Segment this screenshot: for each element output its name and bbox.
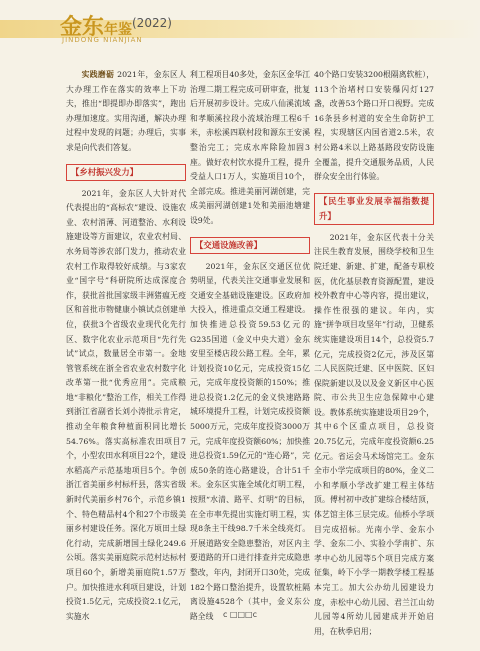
section-heading: 【交通设施改善】 <box>190 237 310 254</box>
paragraph <box>66 68 186 156</box>
brand-name: 金东 <box>60 15 105 40</box>
inline-heading: 实践磨砺 <box>81 70 115 79</box>
paragraph: 2021年，金东区代表十分关注民生教育发展，围绕学校和卫生院迁建、新建、扩建，配备专职校医，优化基层教育资源配置，建设校外教育中心等内容，提出建议，操作性很强的建议。年内，实施“拼争项目攻坚年”行动，卫健系统实施建设项目14个，总投资5.7亿元，完成投资2亿元，涉及区第二人民医院迁建、区中医院、区妇保院新建以及以及金义新区中心医院、市公共卫生应急保障中心建设。教体系统实施建设项目29个，其中6个区重点项目，总投资20.75亿元，完成年度投资额6.25亿元。省运会马术场馆完工。金东全市小学完成项目的80%，金义二小和孝顺小学改扩建工程主体结顶。傅村初中改扩建综合楼结顶，体艺馆主体三层完成。仙桥小学项目完成招标。光南小学、金东小学、金东二小、实验小学南扩、东孝中心幼儿园等5个项目完成方案征集，岭下小学一期教学楼工程基本完工。加大公办幼儿园建设力度，赤松中心幼儿园、君兰江山幼儿园等4所幼儿园建成并开始启用，在秋季启用； <box>314 232 434 636</box>
brand-suffix: 年鉴 <box>104 22 133 38</box>
paragraph: 2021年，金东区人大针对代代表提出的“高标农”建设、设施农业、农村消薄、河道整治、水利设施建设等方面建议，农业农村局、水务局等涉农部门发力，推动农业农村工作取得较好成绩。与3家农业“国字号”科研院所达成深度合作，获批首批国家级丰洲猪瘟无疫区和首批市物健康小镇试点创建单位，获批3个省级农业现代化先行区、数字化农业示范项目“先行先试”试点，数量居全市第一。金地管管系统在浙全省农业农村数字化改革第一批“优秀应用”。完成粮地“非粮化”整治工作，相关工作得到浙江省副省长刘小涛批示肯定，推动全年粮食种植面积同比增长54.76%。落实高标准农田项目7个，小型农田水利项目22个，建设水稻高产示范基地项目5个。争创浙江省美丽乡村标杆县，落实省级新时代美丽乡村76个，示范乡镇1个、特色精品村4个和27个市级美丽乡村建设任务。深化万顷田土绿化行动，完成新增国土绿化249.6公顷。落实美丽庭院示范村达标村项目60个，新增美丽庭院1.57万户。加快推进水利项目建设，计划投资1.5亿元，完成投资2.1亿元，实施水 <box>66 188 186 621</box>
page-number: c □□□c <box>222 610 257 619</box>
text-column-2 <box>190 68 310 624</box>
page-header <box>0 0 480 46</box>
section-heading: 【乡村振兴发力】 <box>66 164 186 181</box>
paragraph-text: 2021年，金东区人大办理工作在落实的效率上下功夫，推出“即提即办即落实”，跑出办理加速度。实用沟通，解决办理过程中发现的问题；办理后，实事求是向代表们答复。 <box>66 70 186 152</box>
section-heading: 【民生事业发展幸福指数提升】 <box>314 193 434 225</box>
paragraph: 利工程项目40多处，金东区金华江治理二期工程完成可研审查，批复后开展初步设计。完成八仙溪流域和孝顺溪拉段小流域治理工程6千米，赤松溪四联村段和源东王安溪整治完工；完成水库除险加固3座。做好农村饮水提升工程，提升受益人口1万人，实施项目10个，全部完成。推进美丽河湖创建，完成美丽河湖创建1处和美丽池塘建设9处。 <box>190 70 310 225</box>
yearbook-year: (2022) <box>132 16 172 30</box>
paragraph: 40个路口安装3200根隔离软桩），113个治堵村口安装爆闪灯127盏，改善53个路口开口视野。完成16条县乡村道的安全生命防护工程，实现辖区内国省道2.5米，农村公路4米以上路基路段安防设施全覆盖，提升交通服务品质，人民群众安全出行体验。 <box>314 70 434 182</box>
text-column-3 <box>314 68 434 639</box>
text-column-1 <box>66 68 186 624</box>
paragraph: 2021年，金东区交通区位优势明显，代表关注交通事业发展和交通安全基础设施建设。区政府加大投入，推进重点交通工程建设。加快推进总投资59.53亿元的G235国道（金义中央大道）金东安里至楼店段公路工程。全年，累计划投资10亿元，完成投资15亿元，完成年度投资额的150%；推进总投资1.2亿元的金义快速路路城环境提升工程，计划完成投资额5000万元，完成年度投资3000万元，完成年度投资额60%；加快推进总投资1.59亿元的“连心路”，完成50条的连心路建设，合计51千米。金东区实施全域化灯明工程，按照“水清、路平、灯明”的目标，在全市率先提出实施灯明工程，实现8条主干线98.7千米全线亮灯。开展道路安全隐患整治，对区内主要道路的开口进行排查并完成隐患整改，年内，封闭开口30处，完成182个路口整治提升，设置软桩隔离设施4528个（其中，金义东公路全线 <box>190 261 310 621</box>
yearbook-pinyin: JINDONG NIANJIAN <box>62 36 143 44</box>
